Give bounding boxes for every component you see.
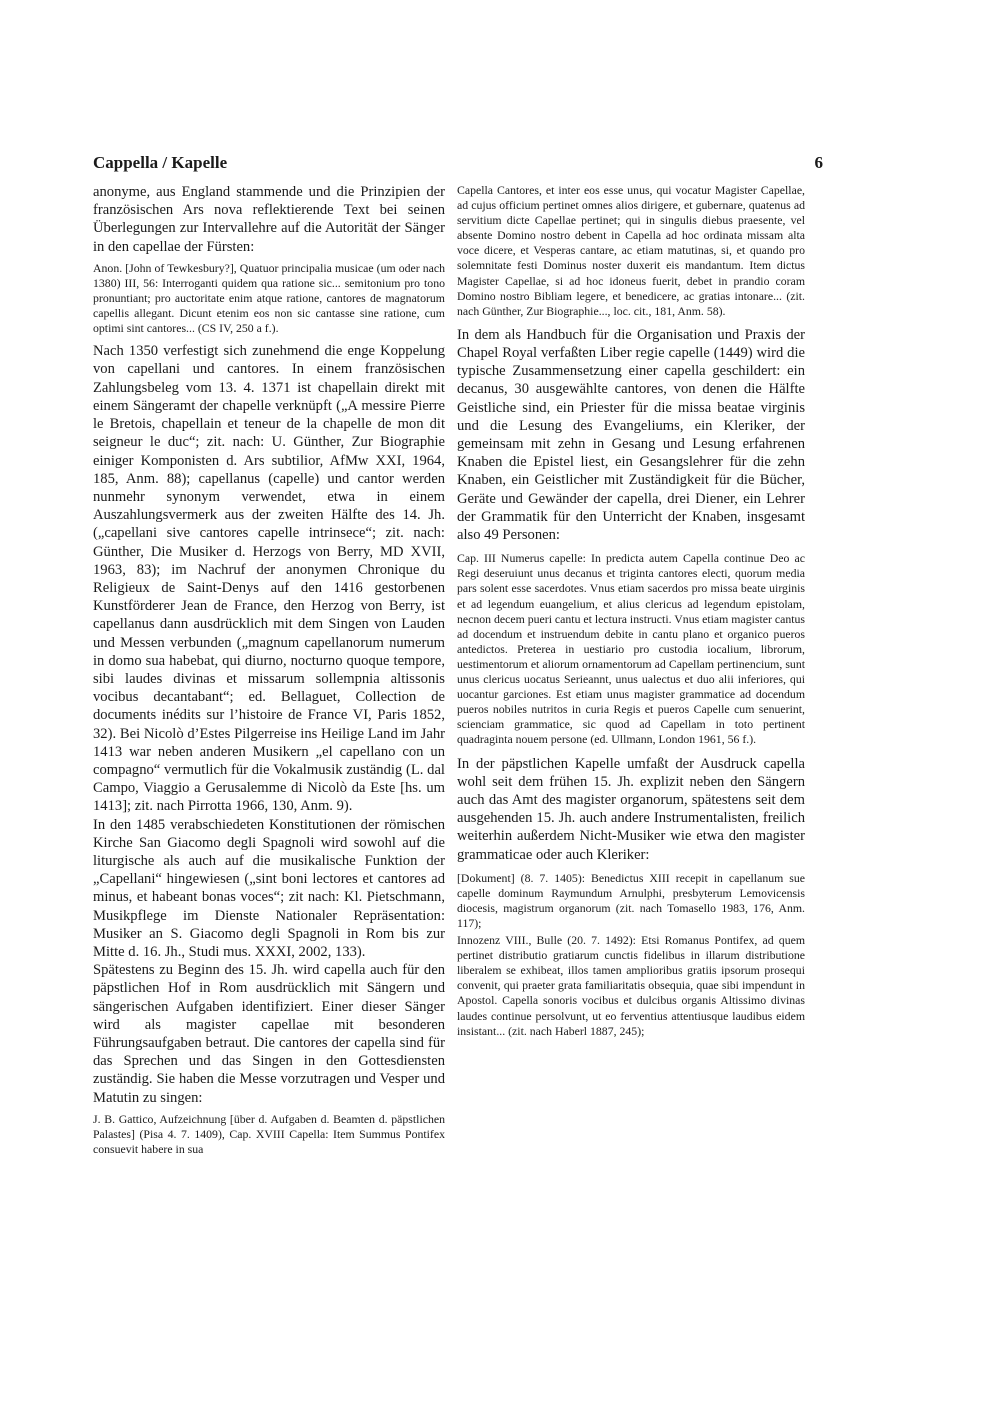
paragraph: Nach 1350 verfestigt sich zunehmend die enge Koppelung von capellani und cantores. In einem französischen Zahlungsbeleg vom 13. 4. 1371 ist chapellain direkt mit einem Sängeramt der chapelle verknüpft („A messire Pierre le Bretois, chapellain et teneur de la chapelle de mon dit seigneur le duc“; zit. nach: U. Günther, Zur Biographie einiger Komponisten d. Ars subtilior, AfMw XXI, 1964, 185, Anm. 88); capellanus (capelle) und cantor werden nunmehr synonym verwendet, etwa in einem Auszahlungsvermerk aus der zweiten Hälfte des 14. Jh. („capellani sive cantores capelle intrinsece“; zit. nach: Günther, Die Musiker d. Herzogs von Berry, MD XVII, 1963, 83); im Nachruf der anonymen Chronique du Religieux de Saint-Denys auf den 1416 gestorbenen Kunstförderer Jean de France, den Herzog von Berry, ist capellanus dann ausdrücklich mit dem Singen von Lauden und Messen verbunden („magnum capellanorum numerum in domo sua habebat, qui diurno, nocturno quoque tempore, sibi laudes divinas et missarum sollempnia altissonis vocibus decantabant“; ed. Bellaguet, Collection de documents inédits sur l’histoire de France VI, Paris 1852, 32). Bei Nicolò d’Estes Pilgerreise ins Heilige Land im Jahr 1413 war neben anderen Musikern „el capellano con un compagno“ vermutlich für die Vokalmusik zuständig (L. dal Campo, Viaggio a Gerusalemme di Nicolò da Este [hs. um 1413]; zit. nach Pirrotta 1966, 130, Anm. 9). — [93, 343, 445, 815]
right-column — [457, 183, 805, 1045]
paragraph: anonyme, aus England stammende und die Prinzipien der französischen Ars nova reflektierende Text bei seinen Überlegungen zur Intervallehre auf die Autorität der Sänger in den capellae der Fürsten: — [93, 184, 445, 255]
paragraph: Spätestens zu Beginn des 15. Jh. wird capella auch für den päpstlichen Hof in Rom ausdrücklich mit Sängern und sängerischen Aufgaben identifiziert. Einer dieser Sänger wird als magister capellae mit besonderen Führungsaufgaben betraut. Die cantores der capella sind für das Sprechen und das Singen in den Gottesdiensten zuständig. Sie haben die Messe vorzutragen und Vesper und Matutin zu singen: — [93, 962, 445, 1106]
paragraph: In dem als Handbuch für die Organisation und Praxis der Chapel Royal verfaßten Liber regie capelle (1449) wird die typische Zusammensetzung einer capella geschildert: ein decanus, 30 ausgewählte cantores, von denen die Hälfte Geistliche sind, ein Priester für die missa beatae virginis und die Lesung des Evangeliums, ein Kleriker, der gemeinsam mit zehn in Gesang und Lesung erfahrenen Knaben die Epistel liest, ein Gesangslehrer für die zehn Knaben, ein Geistlicher mit Zuständigkeit für die Bücher, Geräte und Gewänder der capella, drei Diener, ein Lehrer der Grammatik für den Unterricht der Knaben, insgesamt also 49 Personen: — [457, 326, 805, 544]
paragraph: In der päpstlichen Kapelle umfaßt der Ausdruck capella wohl seit dem frühen 15. Jh. explizit neben den Sängern auch das Amt des magister organorum, spätestens seit dem ausgehenden 15. Jh. auch andere Instrumentalisten, freilich weiterhin außerdem Nicht-Musiker wie etwa den magister grammaticae oder auch Kleriker: — [457, 755, 805, 863]
page-number: 6 — [814, 153, 823, 172]
quotation: Cap. III Numerus capelle: In predicta autem Capella continue Deo ac Regi deseruiunt unus decanus et triginta cantores electi, quorum media pars solent esse sacerdotes. Vnus etiam sacerdos pro missa beate uirginis et ad legendum euangelium, et alius clericus ad legendum epistolam, necnon decem pueri cantu et lectura instructi. Vnus etiam magister cantus ad docendum et instruendum debite in cantu plano et organico pueros antedictos. Preterea in uestiario pro custodia iocalium, librorum, uestimentorum et aliorum ornamentorum ad Capellam pertinencium, sunt unus clericus uocatus Serieannt, unus ualectus et duo alii inferiores, qui uocantur garciones. Est etiam unus magister grammatice ad docendum pueros nobiles nutritos in curia Regis et pueros Capelle cum senuerint, scienciam grammatice, sic quod ad Capellam in toto pertinent quadraginta nouem persone (ed. Ullmann, London 1961, 56 f.). — [457, 551, 805, 747]
quotation: J. B. Gattico, Aufzeichnung [über d. Aufgaben d. Beamten d. päpstlichen Palastes] (Pisa 4. 7. 1409), Cap. XVIII Capella: Item Summus Pontifex consuevit habere in sua — [93, 1111, 445, 1156]
quotation: Innozenz VIII., Bulle (20. 7. 1492): Etsi Romanus Pontifex, ad quem pertinet distributio gratiarum cunctis fidelibus in illarum distributione liberalem se exhibeat, illos tamen amplioribus gratiis ipsorum prosequi convenit, qui praeter grata familiaritatis obsequia, quae sibi impendunt in Apostol. Capella sonoris vocibus et dulcibus organis Altissimo divinas laudes continue persolvunt, ut eo ferventius attentiusque laudibus eidem insistant... (zit. nach Haberl 1887, 245); — [457, 933, 805, 1038]
quotation: Anon. [John of Tewkesbury?], Quatuor principalia musicae (um oder nach 1380) III, 56: Interroganti quidem qua ratione sic... semitonium pro tono pronuntiant; pro auctoritate enim atque ratione, cantores de magnatorum capellis allegant. Dicunt etenim eos non sic cantasse sine ratione, cum optimi sint cantores... (CS IV, 250 a f.). — [93, 260, 445, 336]
quotation: [Dokument] (8. 7. 1405): Benedictus XIII recepit in capellanum sue capelle dominum Raymundum Arnulphi, presbyterum Lemovicensis diocesis, magistrum organorum (zit. nach Tomasello 1983, 176, Anm. 117); — [457, 870, 805, 930]
paragraph: In den 1485 verabschiedeten Konstitutionen der römischen Kirche San Giacomo degli Spagnoli wird sowohl auf die liturgische als auch auf die musikalische Funktion der „Capellani“ hingewiesen („sint boni lectores et cantores ad minus, et habeant bonas voces“; zit nach: Kl. Pietschmann, Musikpflege im Dienste Nationaler Repräsentation: Musiker an S. Giacomo degli Spagnoli in Rom bis zur Mitte d. 16. Jh., Studi mus. XXXI, 2002, 133). — [93, 816, 445, 960]
running-head — [93, 153, 823, 173]
left-column — [93, 183, 445, 1157]
quotation-continued: Capella Cantores, et inter eos esse unus, qui vocatur Magister Capellae, ad cujus officium pertinet omnes alios dirigere, et gubernare, quatenus ad servitium dicte Capellae pertinet; qui in singulis diebus praesente, vel absente Domino nostro debent in Capella ad hoc ordinata missam alta voce dicere, et Vesperas cantare, ac etiam matutinas, si, et quando pro solemnitate festi Dominus noster duxerit eis mandantum. Item dictus Magister Capellae, si ad hoc idoneus fuerit, debet in prandio coram Domino nostro Bibliam legere, et benedicere, ac gratias intonare... (zit. nach Günther, Zur Biographie..., loc. cit., 181, Anm. 58). — [457, 183, 805, 318]
page-title: Cappella / Kapelle — [93, 153, 228, 172]
